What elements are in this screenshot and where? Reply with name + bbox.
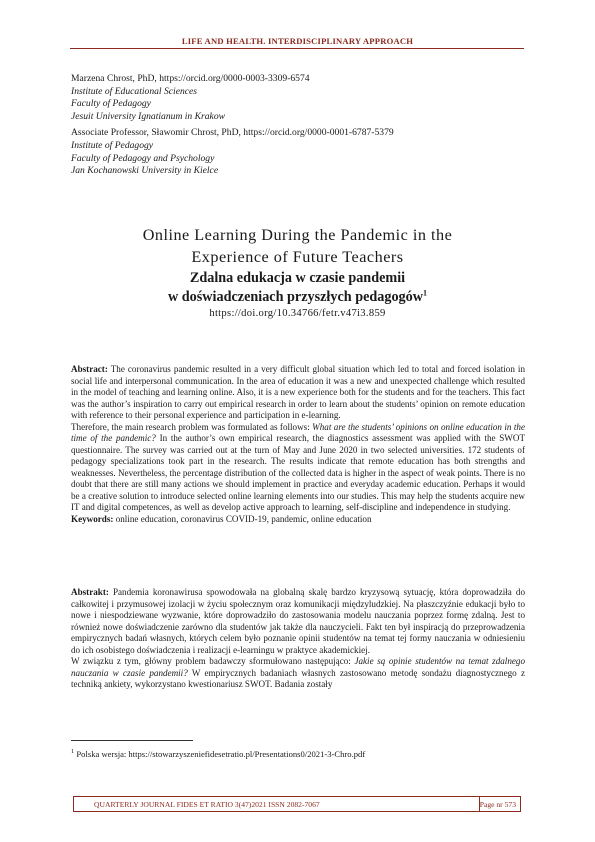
abstract-paragraph	[71, 364, 525, 422]
footer-page-number: Page nr 573	[479, 800, 516, 809]
author-1-affiliation: Jesuit University Ignatianum in Krakow	[71, 110, 226, 122]
research-question: What are the students’ opinions on online education in the time of the pandemic?	[71, 421, 525, 443]
keywords-label: Keywords:	[71, 513, 114, 524]
keywords	[71, 514, 525, 526]
author-1	[71, 73, 531, 123]
research-question: Jakie są opinie studentów na temat zdalnego nauczania w czasie pandemii?	[71, 656, 526, 678]
title-polish-line	[60, 288, 535, 307]
author-2-affiliation: Faculty of Pedagogy and Psychology	[71, 152, 215, 164]
abstract-label: Abstract:	[71, 364, 108, 374]
footnote-number: 1	[71, 748, 75, 756]
doi-link[interactable]: https://doi.org/10.34766/fetr.v47i3.859	[209, 308, 386, 319]
author-2-name: Associate Professor, Sławomir Chrost, PhD, https://orcid.org/0000-0001-6787-5379	[71, 127, 394, 139]
keywords-text: online education, coronavirus COVID-19, pandemic, online education	[113, 513, 372, 524]
title-english-line: Experience of Future Teachers	[191, 248, 404, 266]
abstract-label: Abstrakt:	[71, 587, 109, 597]
author-1-name: Marzena Chrost, PhD, https://orcid.org/0000-0003-3309-6574	[71, 73, 310, 84]
title-block	[60, 224, 535, 321]
title-polish-line-text: w doświadczeniach przyszłych pedagogów	[168, 288, 423, 305]
author-1-affiliation: Institute of Educational Sciences	[71, 85, 198, 97]
running-header: LIFE AND HEALTH. INTERDISCIPLINARY APPROACH	[181, 36, 414, 46]
title-english-line: Online Learning During the Pandemic in the	[142, 226, 453, 244]
footnote-text[interactable]: Polska wersja: https://stowarzyszeniefidesetratio.pl/Presentations0/2021-3-Chro.pdf	[74, 749, 366, 759]
footnote-marker[interactable]: 1	[422, 287, 427, 297]
authors-block	[71, 73, 531, 178]
abstract-text: The coronavirus pandemic resulted in a very difficult global situation which led to total and forced isolation in social life and interpersonal communication. In the area of education it was a new and unexpected challenge which resulted in the model of teaching and learning online. Also, it is a new experience both for the students and for the teachers. This fact was the author’s inspiration to carry out empirical research in order to learn about the students’ opinion on remote education with reference to their personal experience and participation in e-learning.	[71, 364, 525, 420]
page-footer	[73, 796, 521, 812]
author-2-affiliation: Institute of Pedagogy	[71, 139, 154, 151]
abstract-paragraph	[71, 656, 525, 691]
abstract-paragraph	[71, 587, 525, 656]
author-2-affiliation: Jan Kochanowski University in Kielce	[71, 165, 219, 177]
header-rule	[70, 48, 524, 49]
footnote-rule	[71, 740, 193, 741]
abstract-text: In the author’s own empirical research, the diagnostics assessment was applied with the SWOT questionnaire. The survey was carried out at the turn of May and June 2020 in two selected universities. 172 students of pedagogy specializations took part in the research. The results indicate that remote education has both strengths and weaknesses. Nevertheless, the percentage distribution of the collected data is higher in the aspect of weak points. There is no doubt that there are still many actions we should implement in practice and everyday academic education. Perhaps it would be a creative solution to introduce selected online learning elements into our studies. This may help the students acquire new IT and digital competences, as well as develop active approach to learning, self-discipline and independence in studying.	[71, 433, 525, 512]
abstract-text: Pandemia koronawirusa spowodowała na globalną skalę bardzo kryzysową sytuację, która doprowadziła do całkowitej i przymusowej izolacji w życiu społecznym oraz komunikacji międzyludzkiej. Na płaszczyźnie edukacji było to nowe i niespodziewane wyzwanie, które doprowadziło do zastosowania modelu nauczania poprzez formę zdalną. Jest to również nowe doświadczenie zarówno dla studentów jak także dla nauczycieli. Fakt ten był inspiracją do przeprowadzenia empirycznych badań własnych, których celem było poznanie opinii studentów na temat tej formy nauczania w odniesieniu do ich osobistego doświadczenia i realizacji e-learningu w praktyce akademickiej.	[71, 587, 525, 655]
title-polish	[60, 269, 535, 306]
title-english	[60, 224, 535, 268]
abstract-polish	[71, 587, 525, 691]
abstract-text: W związku z tym, główny problem badawczy sformułowano następująco:	[71, 656, 355, 666]
title-polish-line: Zdalna edukacja w czasie pandemii	[189, 270, 406, 286]
author-1-affiliation: Faculty of Pedagogy	[71, 98, 151, 110]
abstract-text: Therefore, the main research problem was formulated as follows:	[71, 421, 313, 432]
footnote	[71, 749, 525, 760]
abstract-text: W empirycznych badaniach własnych zastosowano metodę sondażu diagnostycznego z techniką ankiety, wykorzystano kwestionariusz SWOT. Badania zostały	[71, 667, 525, 689]
abstract-english	[71, 364, 525, 525]
footer-journal: QUARTERLY JOURNAL FIDES ET RATIO 3(47)2021 ISSN 2082-7067	[94, 800, 320, 809]
author-2	[71, 127, 531, 177]
abstract-paragraph	[71, 422, 525, 514]
